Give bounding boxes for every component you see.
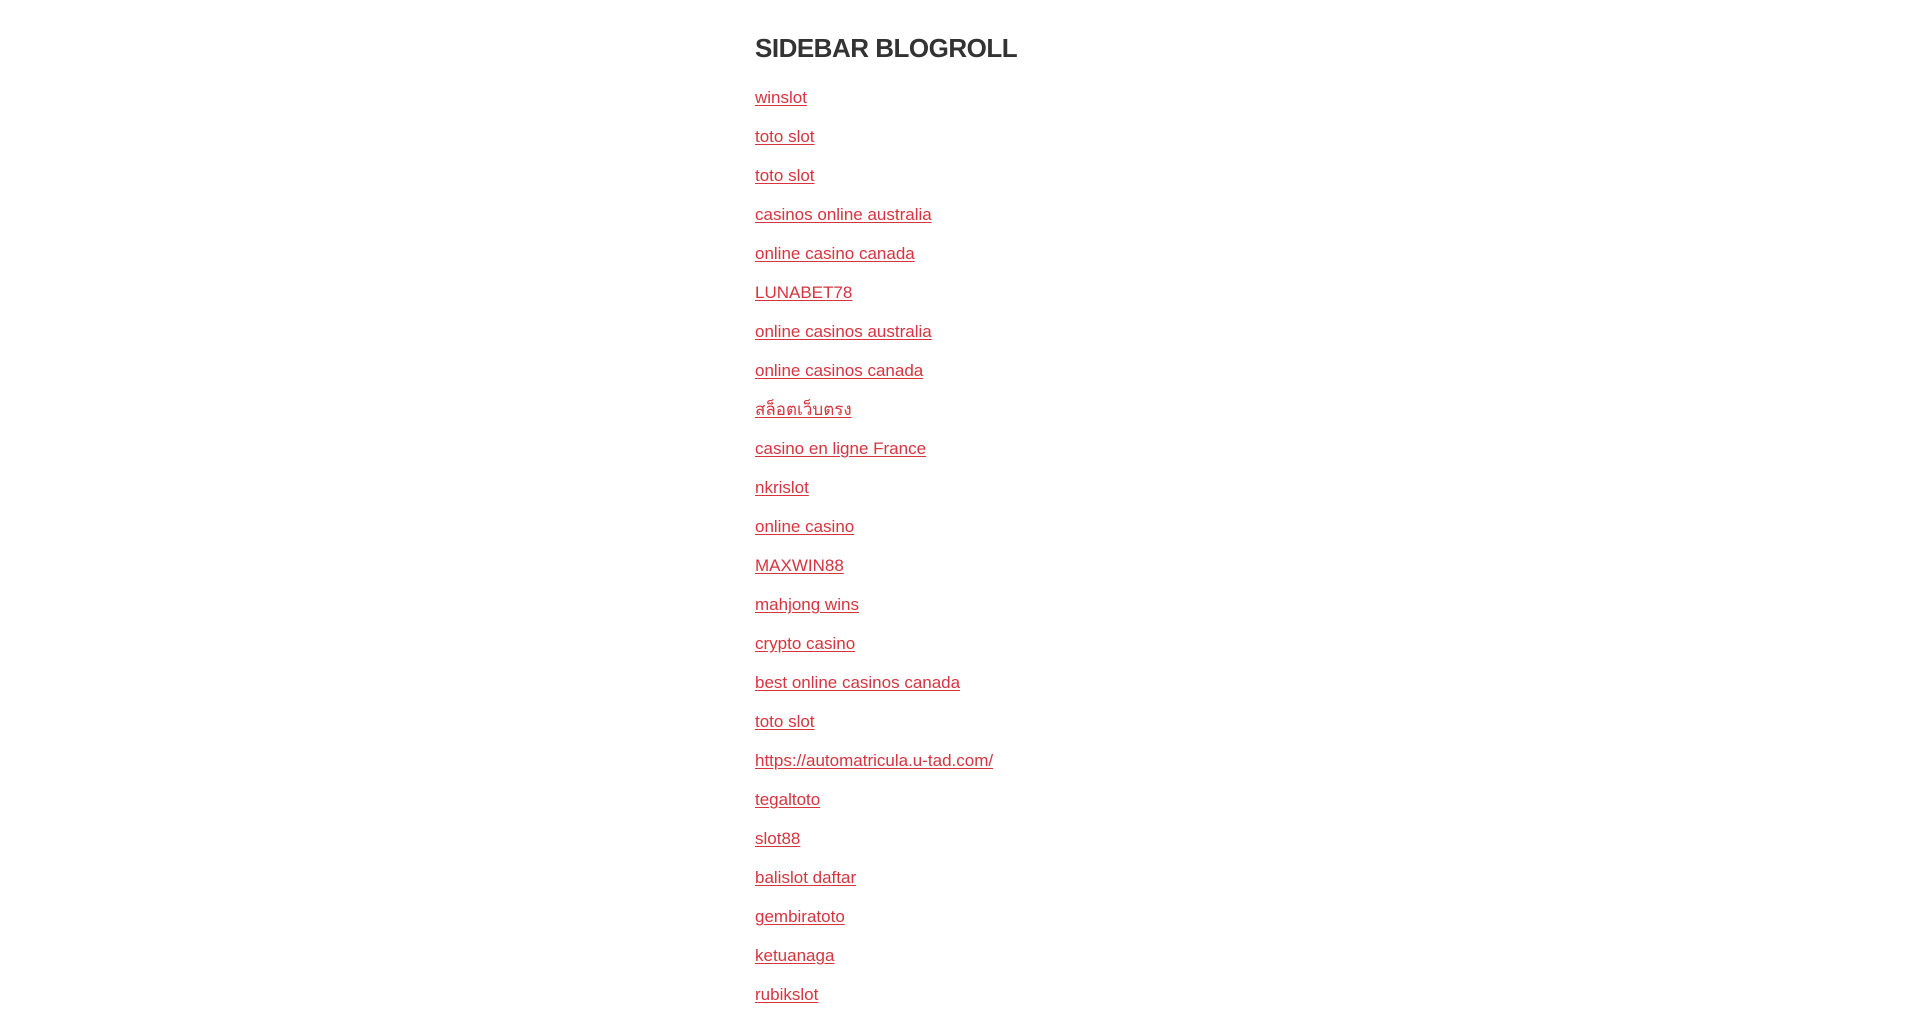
list-item <box>755 507 1175 546</box>
sidebar-blogroll-widget <box>755 30 1175 1014</box>
list-item <box>755 819 1175 858</box>
blogroll-link[interactable]: best online casinos canada <box>755 673 961 692</box>
blogroll-link[interactable]: mahjong wins <box>755 595 859 614</box>
blogroll-link[interactable]: tegaltoto <box>755 790 821 809</box>
blogroll-link[interactable]: slot88 <box>755 829 801 848</box>
widget-title: SIDEBAR BLOGROLL <box>755 33 1018 63</box>
list-item <box>755 741 1175 780</box>
list-item <box>755 156 1175 195</box>
list-item <box>755 390 1175 429</box>
blogroll-link[interactable]: winslot <box>755 88 807 107</box>
list-item <box>755 858 1175 897</box>
blogroll-link[interactable]: online casinos australia <box>755 322 932 341</box>
list-item <box>755 468 1175 507</box>
list-item <box>755 312 1175 351</box>
list-item <box>755 663 1175 702</box>
list-item <box>755 780 1175 819</box>
blogroll-link[interactable]: online casino canada <box>755 244 915 263</box>
blogroll-link[interactable]: gembiratoto <box>755 907 845 926</box>
blogroll-link[interactable]: ketuanaga <box>755 946 835 965</box>
list-item <box>755 702 1175 741</box>
blogroll-link[interactable]: https://automatricula.u-tad.com/ <box>755 751 994 770</box>
blogroll-link[interactable]: MAXWIN88 <box>755 556 844 575</box>
blogroll-link[interactable]: casino en ligne France <box>755 439 927 458</box>
blogroll-link[interactable]: toto slot <box>755 127 815 146</box>
list-item <box>755 78 1175 117</box>
blogroll-link[interactable]: toto slot <box>755 712 815 731</box>
blogroll-link[interactable]: สล็อตเว็บตรง <box>755 400 852 419</box>
list-item <box>755 585 1175 624</box>
list-item <box>755 897 1175 936</box>
blogroll-link[interactable]: LUNABET78 <box>755 283 853 302</box>
blogroll-link[interactable]: online casino <box>755 517 855 536</box>
list-item <box>755 117 1175 156</box>
blogroll-link[interactable]: rubikslot <box>755 985 819 1004</box>
blogroll-link[interactable]: toto slot <box>755 166 815 185</box>
blogroll-list <box>755 78 1175 1014</box>
list-item <box>755 273 1175 312</box>
list-item <box>755 624 1175 663</box>
list-item <box>755 351 1175 390</box>
list-item <box>755 975 1175 1014</box>
list-item <box>755 195 1175 234</box>
blogroll-link[interactable]: balislot daftar <box>755 868 857 887</box>
list-item <box>755 429 1175 468</box>
list-item <box>755 936 1175 975</box>
blogroll-link[interactable]: crypto casino <box>755 634 856 653</box>
blogroll-link[interactable]: nkrislot <box>755 478 809 497</box>
blogroll-link[interactable]: online casinos canada <box>755 361 924 380</box>
list-item <box>755 234 1175 273</box>
blogroll-link[interactable]: casinos online australia <box>755 205 932 224</box>
list-item <box>755 546 1175 585</box>
